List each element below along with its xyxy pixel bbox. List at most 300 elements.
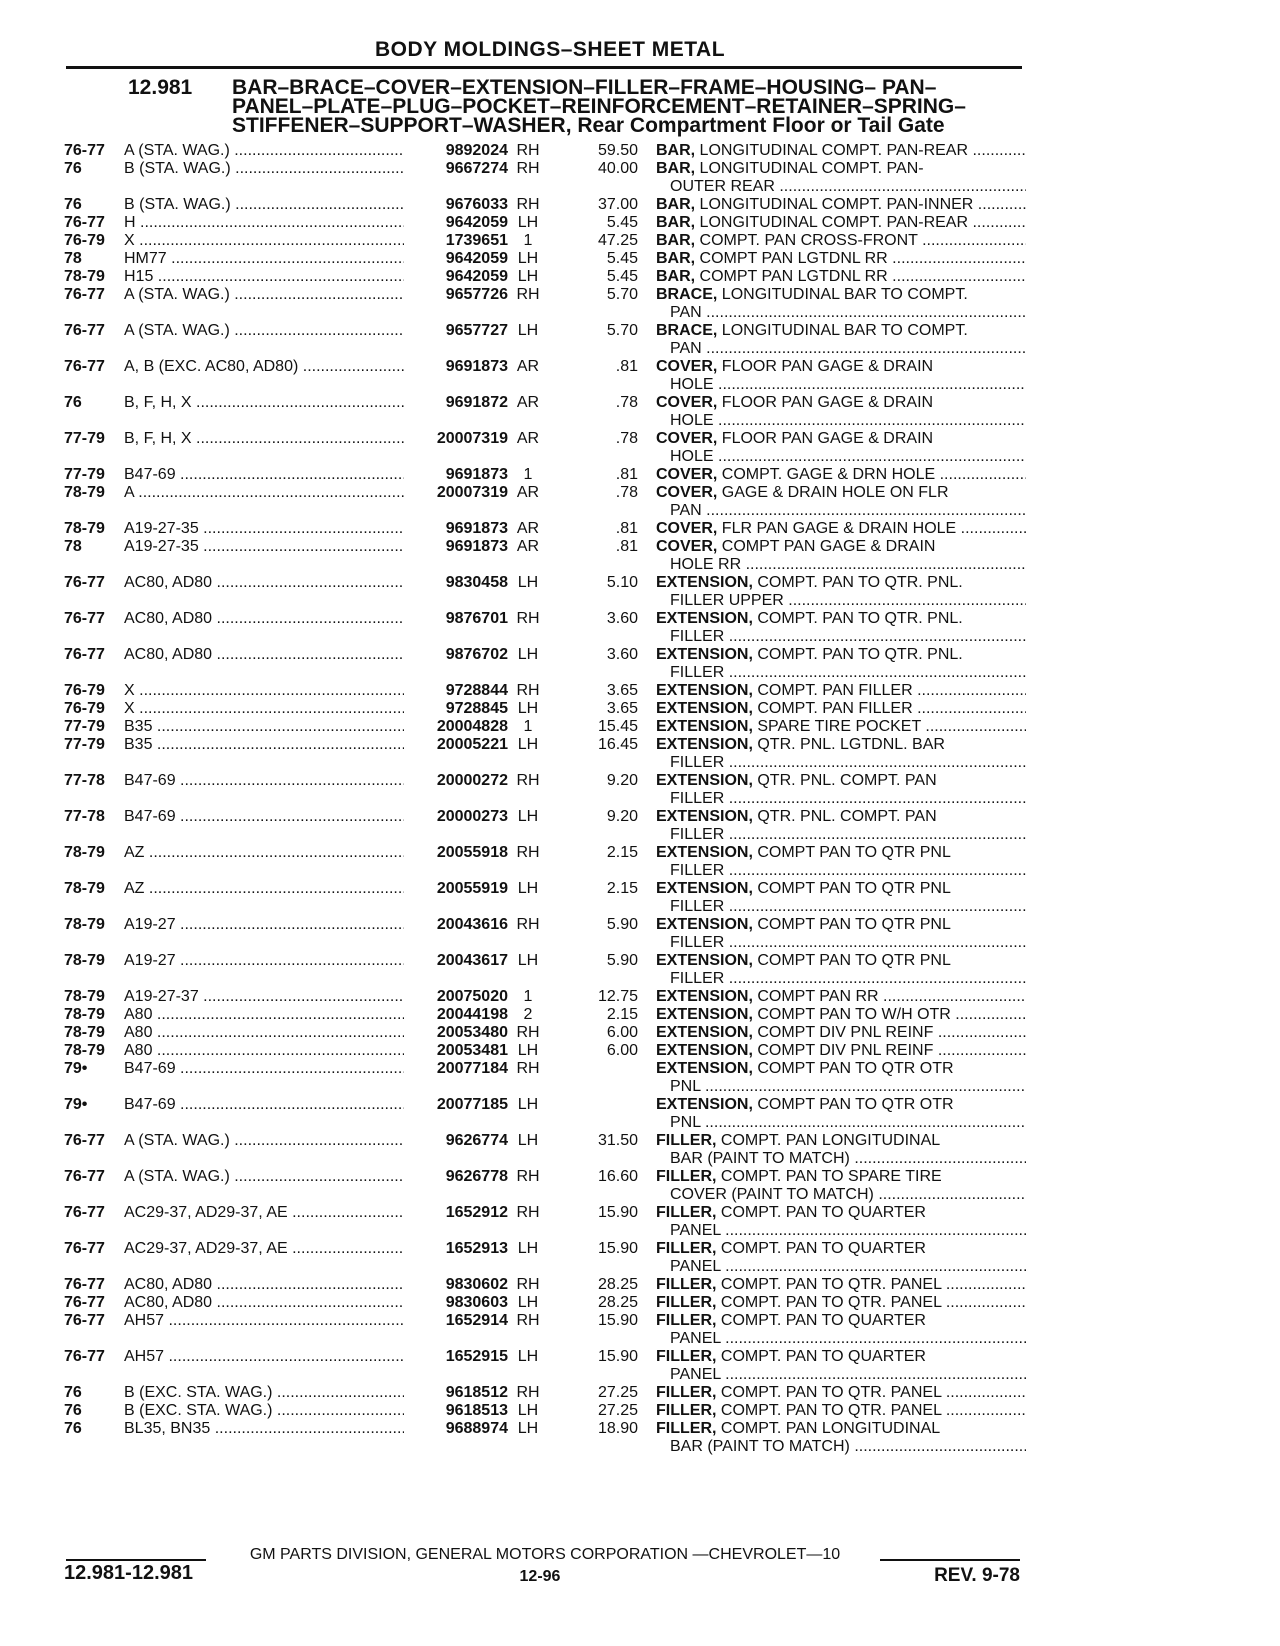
quantity: LH [517, 736, 539, 753]
part-number: 20077185 [404, 1096, 508, 1114]
description-text: GAGE & DRAIN HOLE ON FLR [717, 484, 949, 501]
table-row [0, 610, 1280, 646]
part-name: EXTENSION, [656, 610, 753, 627]
price: 3.60 [606, 646, 638, 663]
part-description [656, 466, 1026, 484]
model-code: A (STA. WAG.) ..... [124, 1132, 406, 1150]
part-name: FILLER, [656, 1240, 717, 1257]
description-line [656, 286, 968, 303]
description-text: FLR PAN GAGE & DRAIN HOLE [717, 520, 957, 537]
model-year: 76 [64, 394, 82, 411]
part-description [656, 286, 1026, 322]
part-number: 9626774 [404, 1132, 508, 1150]
part-description [656, 1168, 1026, 1204]
price: .81 [615, 466, 638, 483]
model-year: 77-78 [64, 772, 105, 789]
price: 6.00 [606, 1042, 638, 1059]
price: 16.60 [597, 1168, 638, 1185]
description-line [656, 916, 951, 933]
price: 9.20 [606, 772, 638, 789]
quantity: RH [516, 682, 540, 699]
table-row [0, 286, 1280, 322]
description-line [656, 142, 1026, 159]
model-code: AC29-37, AD29-37, AE ..... [124, 1204, 406, 1222]
part-name: BAR, [656, 196, 696, 213]
footer-rule [880, 1559, 1020, 1561]
part-name: COVER, [656, 520, 718, 537]
description-continuation: HOLE ..... [656, 376, 1026, 394]
group-title [232, 78, 1032, 135]
description-text: COMPT PAN TO QTR PNL [752, 880, 951, 897]
model-code: X ..... [124, 700, 406, 718]
model-code: AC29-37, AD29-37, AE ..... [124, 1240, 406, 1258]
quantity: RH [516, 142, 540, 159]
model-year: 76 [64, 1402, 82, 1419]
part-name: EXTENSION, [656, 808, 753, 825]
description-text: COMPT. PAN FILLER [752, 700, 913, 717]
part-description [656, 880, 1026, 916]
part-name: EXTENSION, [656, 988, 753, 1005]
part-number: 9667274 [404, 160, 508, 178]
part-description [656, 718, 1026, 736]
part-number: 9691873 [404, 538, 508, 556]
table-row [0, 268, 1280, 286]
table-row [0, 682, 1280, 700]
part-description [656, 484, 1026, 520]
description-continuation: PNL ..... [656, 1114, 1026, 1132]
part-description [656, 1240, 1026, 1276]
description-text: COMPT DIV PNL REINF [752, 1024, 934, 1041]
price: 5.45 [606, 250, 638, 267]
model-code: B47-69 ..... [124, 772, 406, 790]
price: 15.90 [597, 1348, 638, 1365]
description-line [656, 610, 963, 627]
table-row [0, 736, 1280, 772]
part-number: 20043617 [404, 952, 508, 970]
quantity: AR [516, 358, 540, 375]
description-line [656, 1240, 926, 1257]
section-range: 12.981-12.981 [64, 1562, 194, 1584]
description-text: COMPT PAN RR [752, 988, 879, 1005]
price: 2.15 [606, 880, 638, 897]
description-text: QTR. PNL. COMPT. PAN [752, 808, 937, 825]
part-description [656, 1402, 1026, 1420]
table-row [0, 1060, 1280, 1096]
description-line [656, 484, 949, 501]
description-line [656, 1168, 942, 1185]
part-number: 20005221 [404, 736, 508, 754]
price: .81 [615, 358, 638, 375]
model-code: AZ ..... [124, 844, 406, 862]
part-number: 1739651 [404, 232, 508, 250]
part-description [656, 700, 1026, 718]
part-number: 9876701 [404, 610, 508, 628]
part-number: 1652913 [404, 1240, 508, 1258]
part-description [656, 682, 1026, 700]
part-number: 9618513 [404, 1402, 508, 1420]
part-name: EXTENSION, [656, 1024, 753, 1041]
model-code: A (STA. WAG.) ..... [124, 322, 406, 340]
description-text: LONGITUDINAL COMPT. PAN- [695, 160, 924, 177]
table-row [0, 1294, 1280, 1312]
part-name: FILLER, [656, 1420, 717, 1437]
description-line [656, 358, 933, 375]
description-continuation: PNL ..... [656, 1078, 1026, 1096]
table-row [0, 160, 1280, 196]
table-row [0, 1042, 1280, 1060]
part-name: EXTENSION, [656, 1042, 753, 1059]
description-line [656, 232, 1026, 249]
model-code: B, F, H, X ..... [124, 430, 406, 448]
description-line [656, 844, 951, 861]
quantity: AR [516, 484, 540, 501]
description-continuation: BAR (PAINT TO MATCH) ..... [656, 1438, 1026, 1456]
description-continuation: FILLER ..... [656, 790, 1026, 808]
table-row [0, 952, 1280, 988]
description-line [656, 1096, 954, 1113]
part-description [656, 1042, 1026, 1060]
part-name: BAR, [656, 160, 696, 177]
table-row [0, 646, 1280, 682]
part-description [656, 952, 1026, 988]
price: 47.25 [597, 232, 638, 249]
model-code: AC80, AD80 ..... [124, 1276, 406, 1294]
model-year: 77-79 [64, 466, 105, 483]
table-row [0, 1312, 1280, 1348]
description-line [656, 520, 1026, 537]
table-row [0, 1348, 1280, 1384]
part-number: 9688974 [404, 1420, 508, 1438]
model-code: A19-27-37 ..... [124, 988, 406, 1006]
model-year: 76-77 [64, 1276, 105, 1293]
part-name: COVER, [656, 394, 718, 411]
part-number: 20055919 [404, 880, 508, 898]
model-year: 76-79 [64, 700, 105, 717]
quantity: AR [516, 520, 540, 537]
model-code: AC80, AD80 ..... [124, 646, 406, 664]
table-row [0, 538, 1280, 574]
description-line [656, 682, 1026, 699]
footer-rule [66, 1559, 206, 1561]
table-row [0, 880, 1280, 916]
price: 15.45 [597, 718, 638, 735]
model-code: B, F, H, X ..... [124, 394, 406, 412]
part-name: EXTENSION, [656, 646, 753, 663]
part-description [656, 610, 1026, 646]
description-text: COMPT. GAGE & DRN HOLE [717, 466, 936, 483]
description-line [656, 268, 1026, 285]
description-continuation: PANEL ..... [656, 1258, 1026, 1276]
model-year: 76 [64, 1420, 82, 1437]
description-text: QTR. PNL. LGTDNL. BAR [752, 736, 945, 753]
part-name: FILLER, [656, 1384, 717, 1401]
part-name: EXTENSION, [656, 1060, 753, 1077]
part-name: EXTENSION, [656, 1006, 753, 1023]
part-name: FILLER, [656, 1132, 717, 1149]
quantity: LH [517, 1132, 539, 1149]
model-year: 76-77 [64, 1240, 105, 1257]
model-code: A80 ..... [124, 1042, 406, 1060]
model-year: 77-79 [64, 718, 105, 735]
description-text: COMPT DIV PNL REINF [752, 1042, 934, 1059]
model-year: 78-79 [64, 1006, 105, 1023]
model-year: 78-79 [64, 988, 105, 1005]
model-code: B47-69 ..... [124, 1096, 406, 1114]
part-name: FILLER, [656, 1204, 717, 1221]
table-row [0, 1204, 1280, 1240]
part-description [656, 1294, 1026, 1312]
price: 59.50 [597, 142, 638, 159]
description-line [656, 988, 1026, 1005]
quantity: LH [517, 1420, 539, 1437]
description-continuation: FILLER ..... [656, 754, 1026, 772]
model-code: B47-69 ..... [124, 808, 406, 826]
price: 16.45 [597, 736, 638, 753]
model-code: A19-27-35 ..... [124, 520, 406, 538]
quantity: 1 [523, 988, 533, 1005]
price: 37.00 [597, 196, 638, 213]
part-number: 20053481 [404, 1042, 508, 1060]
part-number: 9892024 [404, 142, 508, 160]
model-code: B (STA. WAG.) ..... [124, 160, 406, 178]
description-continuation: PAN ..... [656, 340, 1026, 358]
description-line [656, 772, 937, 789]
part-number: 9876702 [404, 646, 508, 664]
description-text: COMPT. PAN TO QTR. PNL. [752, 610, 963, 627]
description-continuation: HOLE ..... [656, 412, 1026, 430]
description-text: COMPT PAN TO QTR PNL [752, 952, 951, 969]
model-year: 78-79 [64, 268, 105, 285]
table-row [0, 358, 1280, 394]
quantity: AR [516, 538, 540, 555]
description-text: COMPT. PAN TO QTR. PNL. [752, 646, 963, 663]
table-row [0, 484, 1280, 520]
description-text: COMPT. PAN TO QTR. PANEL [716, 1294, 942, 1311]
model-code: A (STA. WAG.) ..... [124, 142, 406, 160]
model-year: 76-77 [64, 142, 105, 159]
description-text: LONGITUDINAL BAR TO COMPT. [717, 286, 968, 303]
quantity: RH [516, 844, 540, 861]
quantity: LH [517, 1348, 539, 1365]
part-name: COVER, [656, 358, 718, 375]
part-description [656, 736, 1026, 772]
quantity: 1 [523, 232, 533, 249]
quantity: LH [517, 700, 539, 717]
part-name: BRACE, [656, 322, 718, 339]
description-line [656, 196, 1026, 213]
quantity: LH [517, 1096, 539, 1113]
part-number: 20077184 [404, 1060, 508, 1078]
description-line [656, 250, 1026, 267]
table-row [0, 574, 1280, 610]
part-number: 20007319 [404, 430, 508, 448]
model-code: B (STA. WAG.) ..... [124, 196, 406, 214]
part-description [656, 160, 1026, 196]
model-year: 77-78 [64, 808, 105, 825]
revision-label: REV. 9-78 [934, 1565, 1020, 1586]
description-line [656, 718, 1026, 735]
price: 5.70 [606, 322, 638, 339]
model-code: A (STA. WAG.) ..... [124, 286, 406, 304]
group-title-line: STIFFENER–SUPPORT–WASHER, Rear Compartment Floor or Tail Gate [232, 114, 945, 137]
part-description [656, 268, 1026, 286]
model-code: AC80, AD80 ..... [124, 1294, 406, 1312]
description-line [656, 322, 968, 339]
table-row [0, 1006, 1280, 1024]
model-year: 76-79 [64, 682, 105, 699]
price: 31.50 [597, 1132, 638, 1149]
quantity: LH [517, 952, 539, 969]
part-name: BAR, [656, 214, 696, 231]
part-name: FILLER, [656, 1348, 717, 1365]
price: 3.60 [606, 610, 638, 627]
description-line [656, 1042, 1026, 1059]
part-name: FILLER, [656, 1402, 717, 1419]
description-line [656, 646, 963, 663]
description-text: COMPT PAN LGTDNL RR [695, 250, 888, 267]
model-year: 79• [64, 1060, 88, 1077]
part-description [656, 142, 1026, 160]
part-name: BAR, [656, 250, 696, 267]
part-number: 20055918 [404, 844, 508, 862]
part-name: EXTENSION, [656, 1096, 753, 1113]
model-year: 76-77 [64, 1132, 105, 1149]
table-row [0, 1132, 1280, 1168]
price: 2.15 [606, 844, 638, 861]
description-text: FLOOR PAN GAGE & DRAIN [717, 394, 934, 411]
quantity: RH [516, 772, 540, 789]
model-year: 76-77 [64, 646, 105, 663]
description-text: COMPT PAN LGTDNL RR [695, 268, 888, 285]
quantity: LH [517, 1042, 539, 1059]
part-description [656, 520, 1026, 538]
price: 15.90 [597, 1312, 638, 1329]
model-year: 78-79 [64, 1024, 105, 1041]
description-text: COMPT. PAN TO QTR. PANEL [716, 1384, 942, 1401]
description-line [656, 1024, 1026, 1041]
table-row [0, 1384, 1280, 1402]
description-text: COMPT. PAN TO SPARE TIRE [716, 1168, 942, 1185]
quantity: RH [516, 1276, 540, 1293]
part-description [656, 538, 1026, 574]
part-description [656, 574, 1026, 610]
table-row [0, 142, 1280, 160]
quantity: LH [517, 322, 539, 339]
part-description [656, 358, 1026, 394]
part-description [656, 1420, 1026, 1456]
price: 18.90 [597, 1420, 638, 1437]
description-line [656, 1132, 940, 1149]
table-row [0, 1402, 1280, 1420]
quantity: 1 [523, 466, 533, 483]
part-number: 1652915 [404, 1348, 508, 1366]
description-continuation: FILLER ..... [656, 862, 1026, 880]
part-number: 9728845 [404, 700, 508, 718]
price: 28.25 [597, 1294, 638, 1311]
description-continuation: PAN ..... [656, 304, 1026, 322]
table-row [0, 1240, 1280, 1276]
part-number: 20043616 [404, 916, 508, 934]
description-continuation: FILLER ..... [656, 826, 1026, 844]
part-number: 20007319 [404, 484, 508, 502]
part-number: 9830602 [404, 1276, 508, 1294]
model-code: H15 ..... [124, 268, 406, 286]
part-number: 9657727 [404, 322, 508, 340]
description-line [656, 736, 945, 753]
part-number: 20000273 [404, 808, 508, 826]
quantity: LH [517, 574, 539, 591]
part-number: 9691873 [404, 358, 508, 376]
model-code: AZ ..... [124, 880, 406, 898]
model-year: 76-77 [64, 322, 105, 339]
part-description [656, 844, 1026, 880]
quantity: LH [517, 268, 539, 285]
quantity: LH [517, 880, 539, 897]
quantity: 1 [523, 718, 533, 735]
part-name: EXTENSION, [656, 718, 753, 735]
part-description [656, 394, 1026, 430]
model-year: 78-79 [64, 520, 105, 537]
model-year: 76-77 [64, 610, 105, 627]
model-year: 76-77 [64, 286, 105, 303]
part-name: EXTENSION, [656, 682, 753, 699]
description-line [656, 1204, 926, 1221]
description-text: COMPT PAN GAGE & DRAIN [717, 538, 936, 555]
part-description [656, 772, 1026, 808]
part-description [656, 196, 1026, 214]
price: 5.45 [606, 268, 638, 285]
header-rule [66, 66, 1022, 69]
part-number: 9691872 [404, 394, 508, 412]
model-year: 79• [64, 1096, 88, 1113]
quantity: RH [516, 196, 540, 213]
model-year: 76-77 [64, 1348, 105, 1365]
model-code: B35 ..... [124, 736, 406, 754]
table-row [0, 1024, 1280, 1042]
model-code: B (EXC. STA. WAG.) ..... [124, 1402, 406, 1420]
table-row [0, 1096, 1280, 1132]
price: 27.25 [597, 1384, 638, 1401]
group-number: 12.981 [128, 76, 193, 99]
price: 9.20 [606, 808, 638, 825]
model-code: AC80, AD80 ..... [124, 610, 406, 628]
table-row [0, 430, 1280, 466]
description-text: COMPT PAN TO QTR PNL [752, 844, 951, 861]
description-text: COMPT. PAN TO QUARTER [716, 1204, 926, 1221]
quantity: RH [516, 916, 540, 933]
quantity: RH [516, 1060, 540, 1077]
part-number: 9728844 [404, 682, 508, 700]
quantity: AR [516, 394, 540, 411]
description-text: LONGITUDINAL COMPT. PAN-INNER [695, 196, 974, 213]
model-year: 76 [64, 1384, 82, 1401]
part-number: 9618512 [404, 1384, 508, 1402]
model-code: X ..... [124, 232, 406, 250]
part-name: EXTENSION, [656, 880, 753, 897]
table-row [0, 196, 1280, 214]
model-year: 78 [64, 538, 82, 555]
table-row [0, 466, 1280, 484]
table-row [0, 1168, 1280, 1204]
description-text: COMPT PAN TO QTR PNL [752, 916, 951, 933]
quantity: LH [517, 808, 539, 825]
model-year: 76-77 [64, 1204, 105, 1221]
part-description [656, 322, 1026, 358]
part-name: BRACE, [656, 286, 718, 303]
description-line [656, 538, 935, 555]
group-title-line: BAR–BRACE–COVER–EXTENSION–FILLER–FRAME–HOUSING– PAN– [232, 76, 937, 99]
model-code: A80 ..... [124, 1024, 406, 1042]
